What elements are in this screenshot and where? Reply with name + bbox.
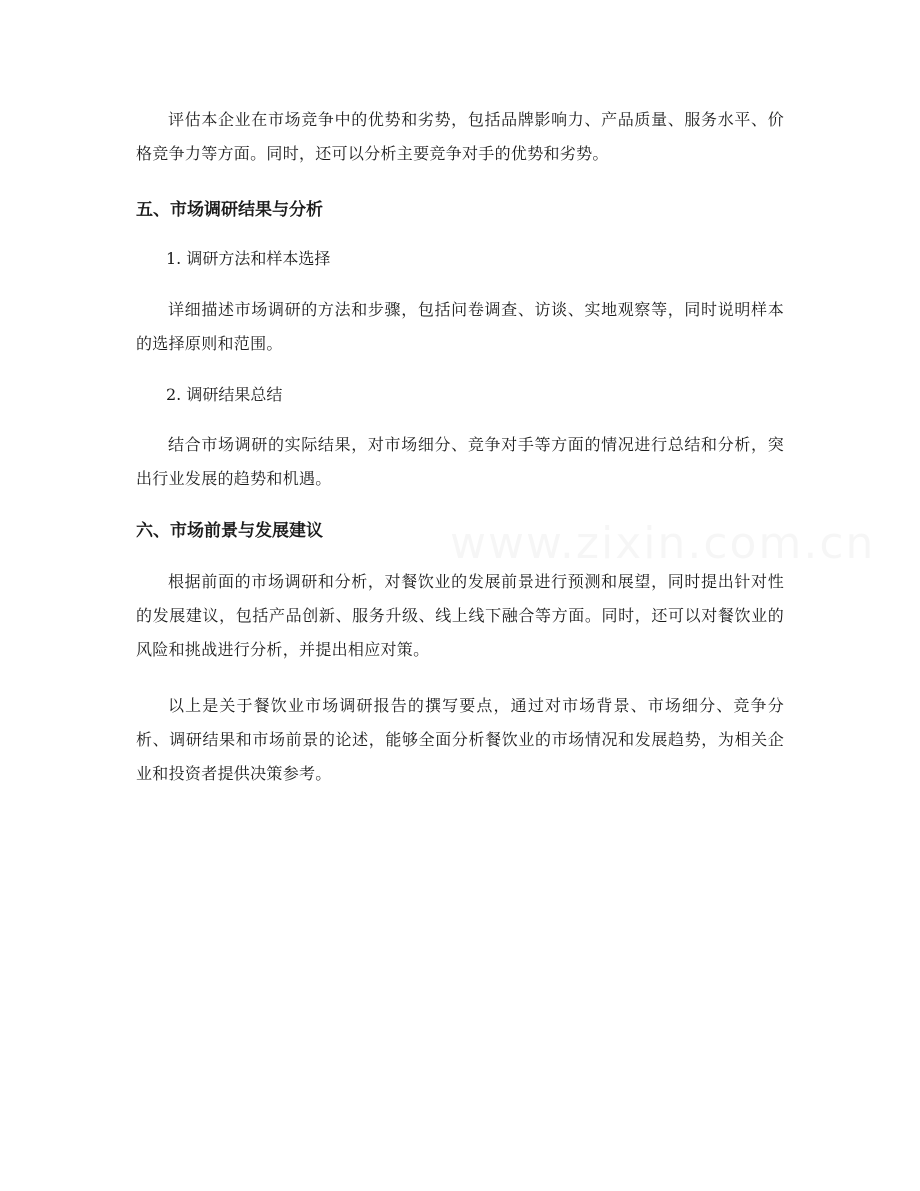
intro-paragraph: 评估本企业在市场竞争中的优势和劣势，包括品牌影响力、产品质量、服务水平、价格竞争力等方面。同时，还可以分析主要竞争对手的优势和劣势。 [136, 110, 784, 163]
conclusion-paragraph: 以上是关于餐饮业市场调研报告的撰写要点，通过对市场背景、市场细分、竞争分析、调研结果和市场前景的论述，能够全面分析餐饮业的市场情况和发展趋势，为相关企业和投资者提供决策参考。 [136, 696, 784, 783]
section-6-text: 根据前面的市场调研和分析，对餐饮业的发展前景进行预测和展望，同时提出针对性的发展建议，包括产品创新、服务升级、线上线下融合等方面。同时，还可以对餐饮业的风险和挑战进行分析，并提出相应对策。 [136, 572, 784, 659]
section-5-subsection-1-title: 1. 调研方法和样本选择 [166, 249, 331, 268]
section-5-subsection-2-title: 2. 调研结果总结 [166, 385, 283, 404]
section-5-subsection-1-text: 详细描述市场调研的方法和步骤，包括问卷调查、访谈、实地观察等，同时说明样本的选择原则和范围。 [136, 300, 784, 353]
section-5-heading: 五、市场调研结果与分析 [136, 200, 323, 220]
section-5-subsection-2-text: 结合市场调研的实际结果，对市场细分、竞争对手等方面的情况进行总结和分析，突出行业发展的趋势和机遇。 [136, 435, 784, 488]
section-6-heading: 六、市场前景与发展建议 [136, 521, 323, 541]
